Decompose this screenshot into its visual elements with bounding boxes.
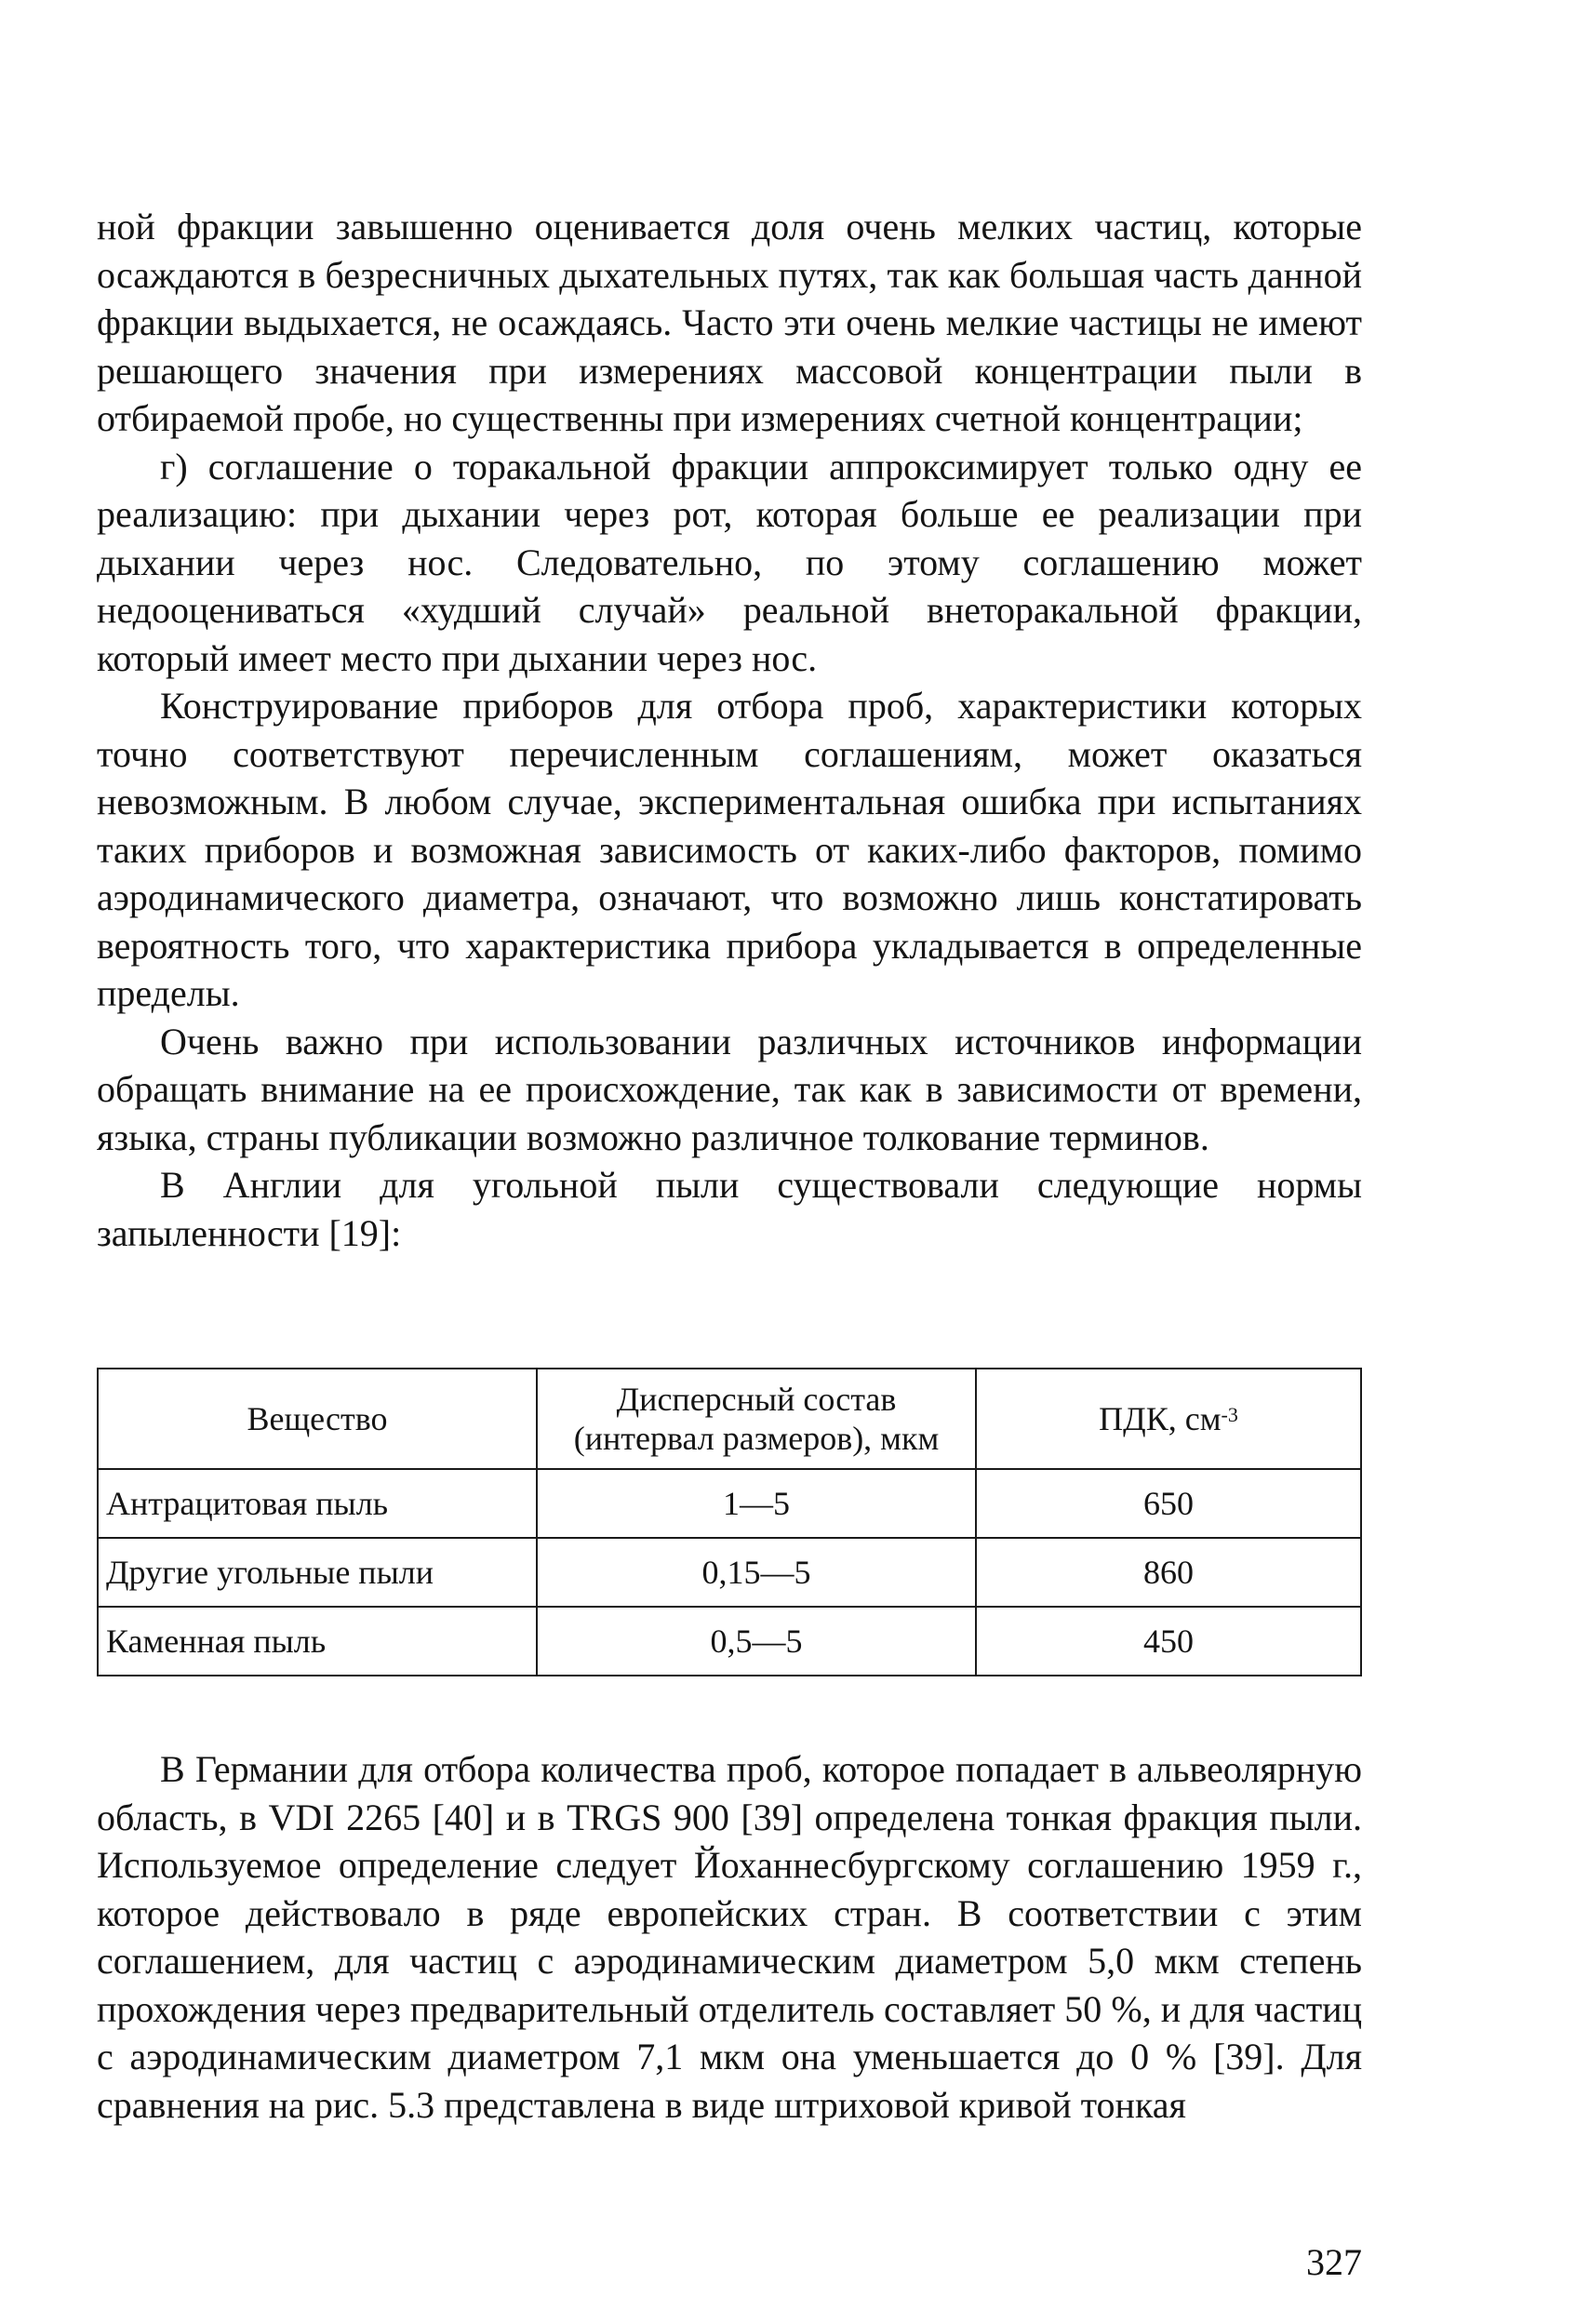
text-block-upper — [97, 203, 1362, 1257]
header-substance: Вещество — [98, 1369, 537, 1469]
header-pdk — [976, 1369, 1361, 1469]
cell-substance: Каменная пыль — [98, 1607, 537, 1676]
paragraph-1: ной фракции завышенно оценивается доля очень мелких частиц, которые осаждаются в безресничных дыхательных путях, так как большая часть данной фракции выдыхается, не осаждаясь. Часто эти очень мелкие частицы не имеют решающего значения при измерениях массовой концентрации пыли в отбираемой пробе, но существенны при измерениях счетной концентрации; — [97, 206, 1362, 439]
cell-substance: Антрацитовая пыль — [98, 1469, 537, 1538]
header-pdk-exponent: -3 — [1221, 1403, 1238, 1426]
paragraph-3: Конструирование приборов для отбора проб, характеристики которых точно соответствуют перечисленным соглашениям, может оказаться невозможным. В любом случае, экспериментальная ошибка при испытаниях таких приборов и возможная зависимость от каких-либо факторов, помимо аэродинамического диаметра, означают, что возможно лишь констатировать вероятность того, что характеристика прибора укладывается в определенные пределы. — [97, 685, 1362, 1014]
cell-substance: Другие угольные пыли — [98, 1538, 537, 1607]
dust-norms-table-wrapper — [97, 1368, 1362, 1676]
header-pdk-label: ПДК, см — [1099, 1400, 1222, 1437]
text-block-lower — [97, 1745, 1362, 2129]
dust-norms-table — [97, 1368, 1362, 1676]
paragraph-4: Очень важно при использовании различных источников информации обращать внимание на ее происхождение, так как в зависимости от времени, языка, страны публикации возможно различное толкование терминов. — [97, 1020, 1362, 1158]
table-row — [98, 1607, 1361, 1676]
page-number: 327 — [1306, 2241, 1362, 2283]
header-dispersion: Дисперсный состав (интервал размеров), мкм — [537, 1369, 976, 1469]
cell-range: 1—5 — [537, 1469, 976, 1538]
cell-pdk: 860 — [976, 1538, 1361, 1607]
table-row — [98, 1538, 1361, 1607]
paragraph-2: г) соглашение о торакальной фракции аппроксимирует только одну ее реализацию: при дыхании через рот, которая больше ее реализации при дыхании через нос. Следовательно, по этому соглашению может недооцениваться «худший случай» реальной внеторакальной фракции, который имеет место при дыхании через нос. — [97, 445, 1362, 679]
cell-pdk: 650 — [976, 1469, 1361, 1538]
table-header-row — [98, 1369, 1361, 1469]
cell-range: 0,5—5 — [537, 1607, 976, 1676]
cell-pdk: 450 — [976, 1607, 1361, 1676]
paragraph-6: В Германии для отбора количества проб, которое попадает в альвеолярную область, в VDI 2265 [40] и в TRGS 900 [39] определена тонкая фракция пыли. Используемое определение следует Йоханнесбургскому соглашению 1959 г., которое действовало в ряде европейских стран. В соответствии с этим соглашением, для частиц с аэродинамическим диаметром 5,0 мкм степень прохождения через предварительный отделитель составляет 50 %, и для частиц с аэродинамическим диаметром 7,1 мкм она уменьшается до 0 % [39]. Для сравнения на рис. 5.3 представлена в виде штриховой кривой тонкая — [97, 1748, 1362, 2126]
paragraph-5: В Англии для угольной пыли существовали следующие нормы запыленности [19]: — [97, 1164, 1362, 1254]
table-row — [98, 1469, 1361, 1538]
cell-range: 0,15—5 — [537, 1538, 976, 1607]
